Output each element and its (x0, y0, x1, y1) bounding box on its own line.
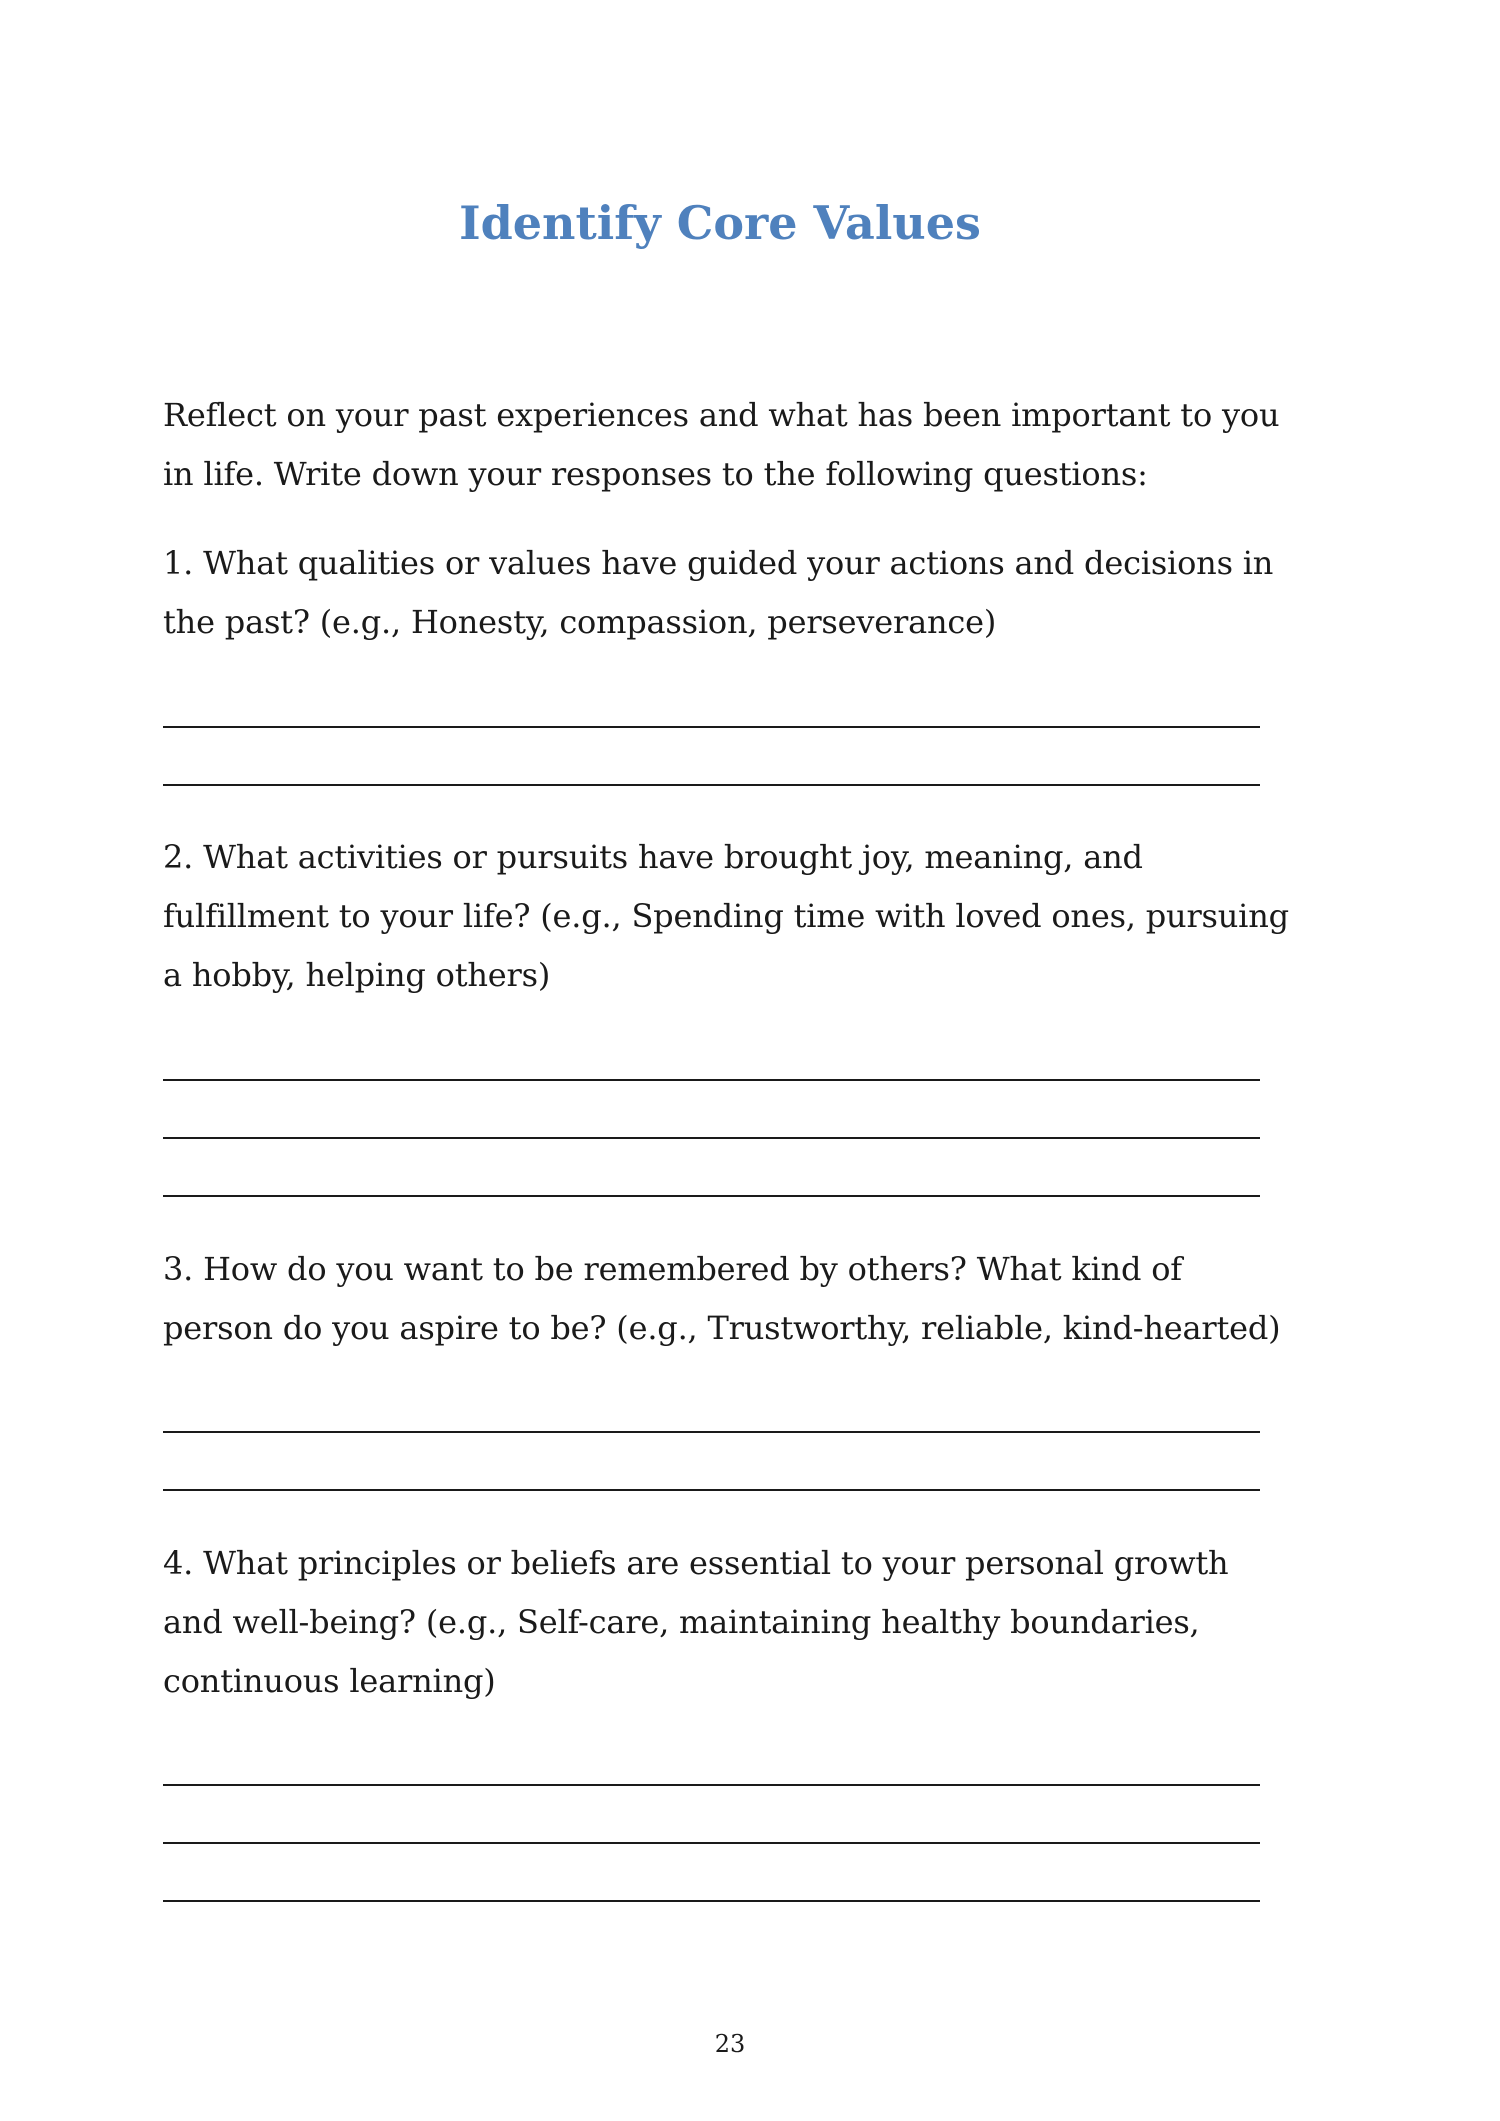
question-1: 1. What qualities or values have guided your actions and decisions in the past? (e.g., Honesty, compassion, perseverance) (163, 544, 1274, 641)
answer-line-q1-2[interactable] (163, 784, 1260, 786)
answer-line-q4-1[interactable] (163, 1784, 1260, 1786)
page-title: Identify Core Values (459, 196, 981, 250)
question-2: 2. What activities or pursuits have brought joy, meaning, and fulfillment to your life? (e.g., Spending time with loved ones, pursuing a hobby, helping others) (163, 838, 1289, 994)
answer-line-q2-3[interactable] (163, 1195, 1260, 1197)
answer-line-q4-3[interactable] (163, 1900, 1260, 1902)
answer-line-q1-1[interactable] (163, 726, 1260, 728)
answer-line-q2-1[interactable] (163, 1079, 1260, 1081)
question-3: 3. How do you want to be remembered by others? What kind of person do you aspire to be? (e.g., Trustworthy, reliable, kind-hearted) (163, 1250, 1281, 1347)
answer-line-q3-1[interactable] (163, 1431, 1260, 1433)
answer-line-q4-2[interactable] (163, 1842, 1260, 1844)
intro-paragraph: Reflect on your past experiences and what has been important to you in life. Write down your responses to the following questions: (163, 396, 1280, 493)
question-4: 4. What principles or beliefs are essential to your personal growth and well-being? (e.g., Self-care, maintaining healthy boundaries, continuous learning) (163, 1544, 1229, 1700)
page-number: 23 (714, 2030, 746, 2058)
answer-line-q2-2[interactable] (163, 1137, 1260, 1139)
answer-line-q3-2[interactable] (163, 1489, 1260, 1491)
